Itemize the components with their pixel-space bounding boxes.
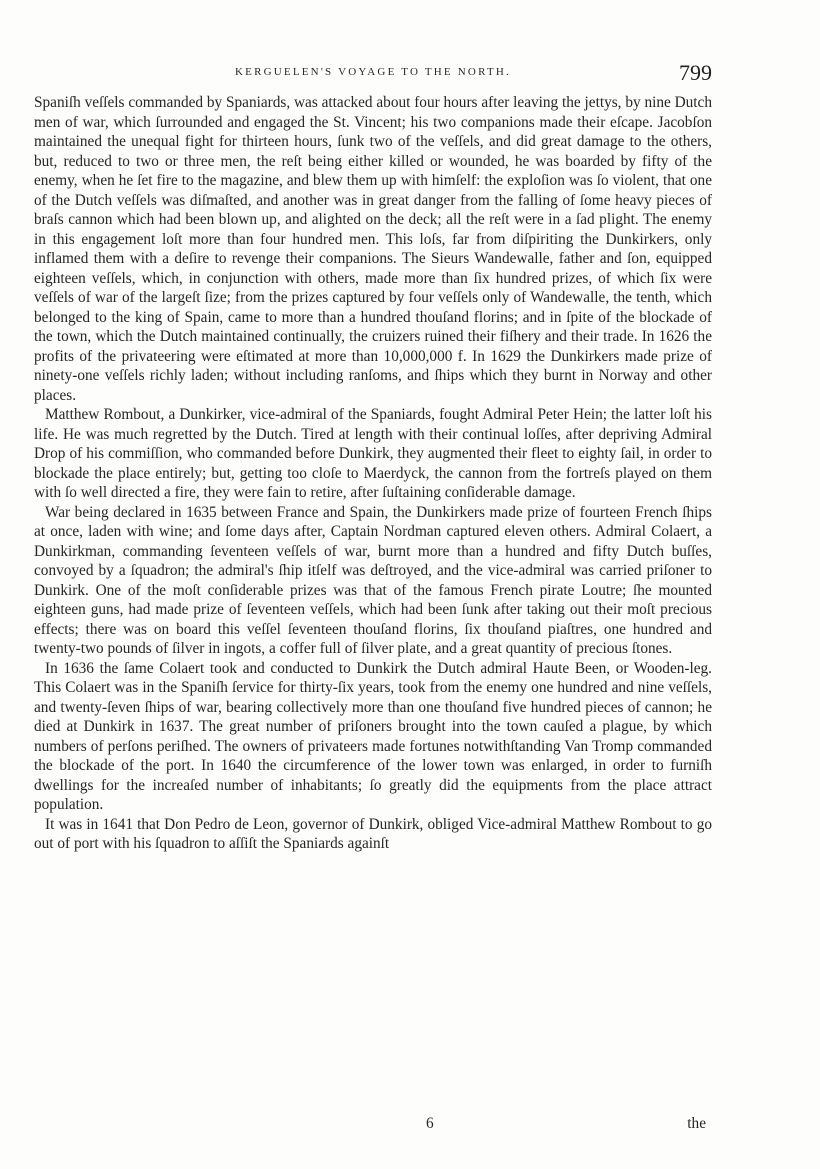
paragraph-war-1635: War being declared in 1635 between France and Spain, the Dunkirkers made prize of fourteen French ſhips at once, laden with wine; and ſome days after, Captain Nordman captured eleven others. Admiral Colaert, a Dunkirkman, commanding ſeventeen veſſels of war, burnt more than a hundred and fifty Dutch buſſes, convoyed by a ſquadron; the admiral's ſhip itſelf was deſtroyed, and the vice-admiral was carried priſoner to Dunkirk. One of the moſt conſiderable prizes was that of the famous French pirate Loutre; ſhe mounted eighteen guns, had made prize of ſeventeen veſſels, which had been ſunk after taking out their moſt precious effects; there was on board this veſſel ſeventeen thouſand florins, ſix thouſand piaſtres, one hundred and twenty-two pounds of ſilver in ingots, a coffer full of ſilver plate, and a great quantity of precious ſtones. xyxy=(34,503,712,657)
catchword: the xyxy=(687,1115,706,1132)
page-footer xyxy=(34,1115,712,1137)
signature-mark: 6 xyxy=(426,1115,434,1132)
body-text xyxy=(34,93,712,854)
page-header xyxy=(34,60,712,90)
running-head: KERGUELEN'S VOYAGE TO THE NORTH. xyxy=(235,66,511,78)
paragraph-continued: Spaniſh veſſels commanded by Spaniards, was attacked about four hours after leaving the jettys, by nine Dutch men of war, which ſurrounded and engaged the St. Vincent; his two companions made their eſcape. Jacobſon maintained the unequal fight for thirteen hours, ſunk two of the veſſels, and did great damage to the others, but, reduced to two or three men, the reſt being either killed or wounded, he was boarded by fifty of the enemy, when he ſet fire to the magazine, and blew them up with himſelf: the exploſion was ſo violent, that one of the Dutch veſſels was diſmaſted, and another was in great danger from the falling of ſome heavy pieces of braſs cannon which had been blown up, and alighted on the deck; all the reſt were in a ſad plight. The enemy in this engagement loſt more than four hundred men. This loſs, far from diſpiriting the Dunkirkers, only inflamed them with a deſire to revenge their companions. The Sieurs Wandewalle, father and ſon, equipped eighteen veſſels, which, in conjunction with others, made more than ſix hundred prizes, of which ſix were veſſels of war of the largeſt ſize; from the prizes captured by four veſſels only of Wandewalle, the tenth, which belonged to the king of Spain, came to more than a hundred thouſand florins; and in ſpite of the blockade of the town, which the Dutch maintained continually, the cruizers ruined their fiſhery and their trade. In 1626 the profits of the privateering were eſtimated at more than 10,000,000 f. In 1629 the Dunkirkers made prize of ninety-one veſſels richly laden; without including ranſoms, and ſhips which they burnt in Norway and other places. xyxy=(34,94,712,404)
paragraph-rombout-hein: Matthew Rombout, a Dunkirker, vice-admiral of the Spaniards, fought Admiral Peter Hein; the latter loſt his life. He was much regretted by the Dutch. Tired at length with their continual loſſes, after depriving Admiral Drop of his commiſſion, who commanded before Dunkirk, they augmented their fleet to eighty ſail, in order to blockade the place entirely; but, getting too cloſe to Maerdyck, the cannon from the fortreſs played on them with ſo well directed a fire, they were fain to retire, after ſuſtaining conſiderable damage. xyxy=(34,406,712,501)
paragraph-pedro-de-leon: It was in 1641 that Don Pedro de Leon, governor of Dunkirk, obliged Vice-admiral Matthew Rombout to go out of port with his ſquadron to aſſiſt the Spaniards againſt xyxy=(34,815,712,852)
page-number: 799 xyxy=(679,60,712,85)
paragraph-colaert-1636: In 1636 the ſame Colaert took and conducted to Dunkirk the Dutch admiral Haute Been, or Wooden-leg. This Colaert was in the Spaniſh ſervice for thirty-ſix years, took from the enemy one hundred and nine veſſels, and twenty-ſeven ſhips of war, bearing collectively more than one thouſand five hundred pieces of cannon; he died at Dunkirk in 1637. The great number of priſoners brought into the town cauſed a plague, by which numbers of perſons periſhed. The owners of privateers made fortunes notwithſtanding Van Tromp commanded the blockade of the port. In 1640 the circumference of the lower town was enlarged, in order to furniſh dwellings for the increaſed number of inhabitants; ſo greatly did the equipments from the place attract population. xyxy=(34,659,712,813)
